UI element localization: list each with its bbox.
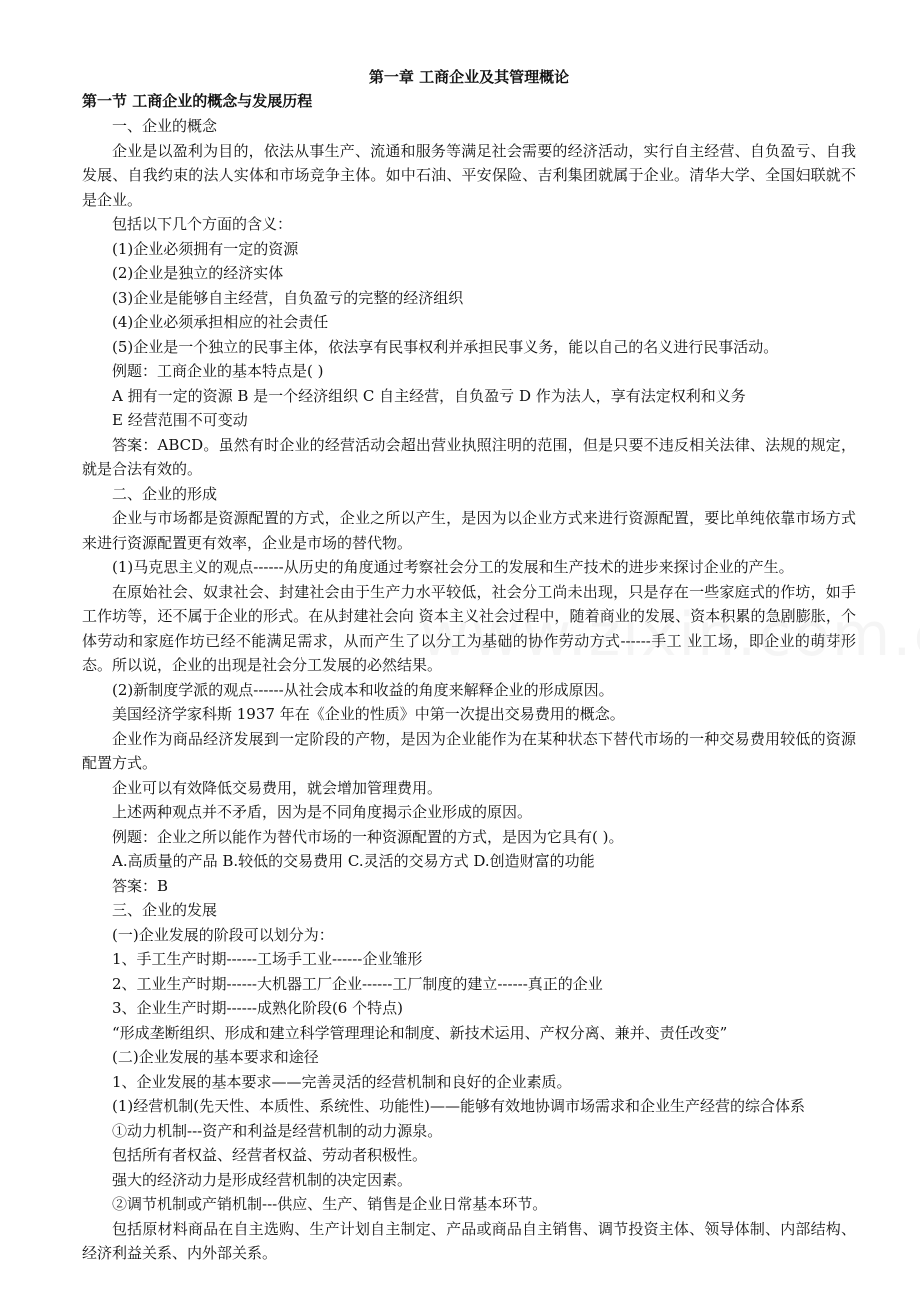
paragraph: (4)企业必须承担相应的社会责任 [112, 313, 329, 331]
paragraph: (二)企业发展的基本要求和途径 [112, 1048, 319, 1066]
paragraph: 答案：B [112, 876, 169, 895]
paragraph: 1、企业发展的基本要求——完善灵活的经营机制和良好的企业素质。 [112, 1072, 572, 1091]
paragraph: 包括以下几个方面的含义： [112, 215, 293, 233]
paragraph: 美国经济学家科斯 1937 年在《企业的性质》中第一次提出交易费用的概念。 [112, 705, 625, 723]
document-body [82, 66, 856, 1266]
paragraph: A 拥有一定的资源 B 是一个经济组织 C 自主经营，自负盈亏 D 作为法人，享有法定权利和义务 [112, 386, 746, 405]
chapter-title: 第一章 工商企业及其管理概论 [368, 68, 570, 86]
paragraph: 企业可以有效降低交易费用，就会增加管理费用。 [112, 778, 443, 797]
paragraph: 企业是以盈利为目的，依法从事生产、流通和服务等满足社会需要的经济活动，实行自主经营、自负盈亏、自我发展、自我约束的法人实体和市场竞争主体。如中石油、平安保险、吉利集团就属于企业。清华大学、全国妇联就不是企业。 [82, 141, 856, 209]
paragraph-list [82, 114, 856, 1266]
paragraph: (2)企业是独立的经济实体 [112, 264, 284, 282]
paragraph: “形成垄断组织、形成和建立科学管理理论和制度、新技术运用、产权分离、兼并、责任改变” [112, 1023, 728, 1042]
paragraph: (3)企业是能够自主经营，自负盈亏的完整的经济组织 [112, 288, 464, 307]
paragraph: (一)企业发展的阶段可以划分为： [112, 925, 334, 944]
paragraph: A.高质量的产品 B.较低的交易费用 C.灵活的交易方式 D.创造财富的功能 [112, 852, 595, 870]
paragraph: 1、手工生产时期------工场手工业------企业雏形 [112, 950, 423, 968]
paragraph: 例题：企业之所以能作为替代市场的一种资源配置的方式，是因为它具有( )。 [112, 827, 624, 846]
paragraph: 3、企业生产时期------成熟化阶段(6 个特点) [112, 999, 403, 1017]
paragraph: 强大的经济动力是形成经营机制的决定因素。 [112, 1170, 413, 1189]
paragraph: 2、工业生产时期------大机器工厂企业------工厂制度的建立------真正的企业 [112, 974, 603, 993]
paragraph: 上述两种观点并不矛盾，因为是不同角度揭示企业形成的原因。 [112, 803, 533, 821]
section-title: 第一节 工商企业的概念与发展历程 [82, 92, 313, 110]
paragraph: 三、企业的发展 [112, 901, 218, 919]
paragraph: 包括所有者权益、经营者权益、劳动者积极性。 [112, 1146, 428, 1164]
paragraph: 企业与市场都是资源配置的方式，企业之所以产生，是因为以企业方式来进行资源配置，要比单纯依靠市场方式来进行资源配置更有效率，企业是市场的替代物。 [82, 509, 856, 552]
paragraph: 企业作为商品经济发展到一定阶段的产物，是因为企业能作为在某种状态下替代市场的一种交易费用较低的资源配置方式。 [82, 729, 856, 772]
paragraph: (2)新制度学派的观点------从社会成本和收益的角度来解释企业的形成原因。 [112, 680, 614, 699]
paragraph: 在原始社会、奴隶社会、封建社会由于生产力水平较低，社会分工尚未出现，只是存在一些家庭式的作坊，如手工作坊等，还不属于企业的形式。在从封建社会向 资本主义社会过程中，随着商业的发展、资本积累的急剧膨胀，个体劳动和家庭作坊已经不能满足需求，从而产生了以分工为基础的协作劳动方式------手工 业工场，即企业的萌芽形态。所以说，企业的出现是社会分工发展的必然结果。 [82, 582, 856, 674]
paragraph: 答案：ABCD。虽然有时企业的经营活动会超出营业执照注明的范围，但是只要不违反相关法律、法规的规定，就是合法有效的。 [82, 435, 856, 478]
paragraph: 一、企业的概念 [112, 117, 218, 135]
paragraph: (1)马克思主义的观点------从历史的角度通过考察社会分工的发展和生产技术的进步来探讨企业的产生。 [112, 558, 794, 576]
paragraph: (5)企业是一个独立的民事主体，依法享有民事权利并承担民事义务，能以自己的名义进行民事活动。 [112, 337, 779, 356]
paragraph: 包括原材料商品在自主选购、生产计划自主制定、产品或商品自主销售、调节投资主体、领导体制、内部结构、经济利益关系、内外部关系。 [82, 1219, 856, 1262]
paragraph: E 经营范围不可变动 [112, 411, 248, 429]
paragraph: ①动力机制---资产和利益是经营机制的动力源泉。 [112, 1121, 443, 1140]
paragraph: (1)经营机制(先天性、本质性、系统性、功能性)——能够有效地协调市场需求和企业生产经营的综合体系 [112, 1097, 805, 1115]
paragraph: (1)企业必须拥有一定的资源 [112, 239, 299, 258]
paragraph: 二、企业的形成 [112, 484, 218, 503]
paragraph: 例题：工商企业的基本特点是( ) [112, 362, 324, 380]
paragraph: ②调节机制或产销机制---供应、生产、销售是企业日常基本环节。 [112, 1195, 548, 1213]
